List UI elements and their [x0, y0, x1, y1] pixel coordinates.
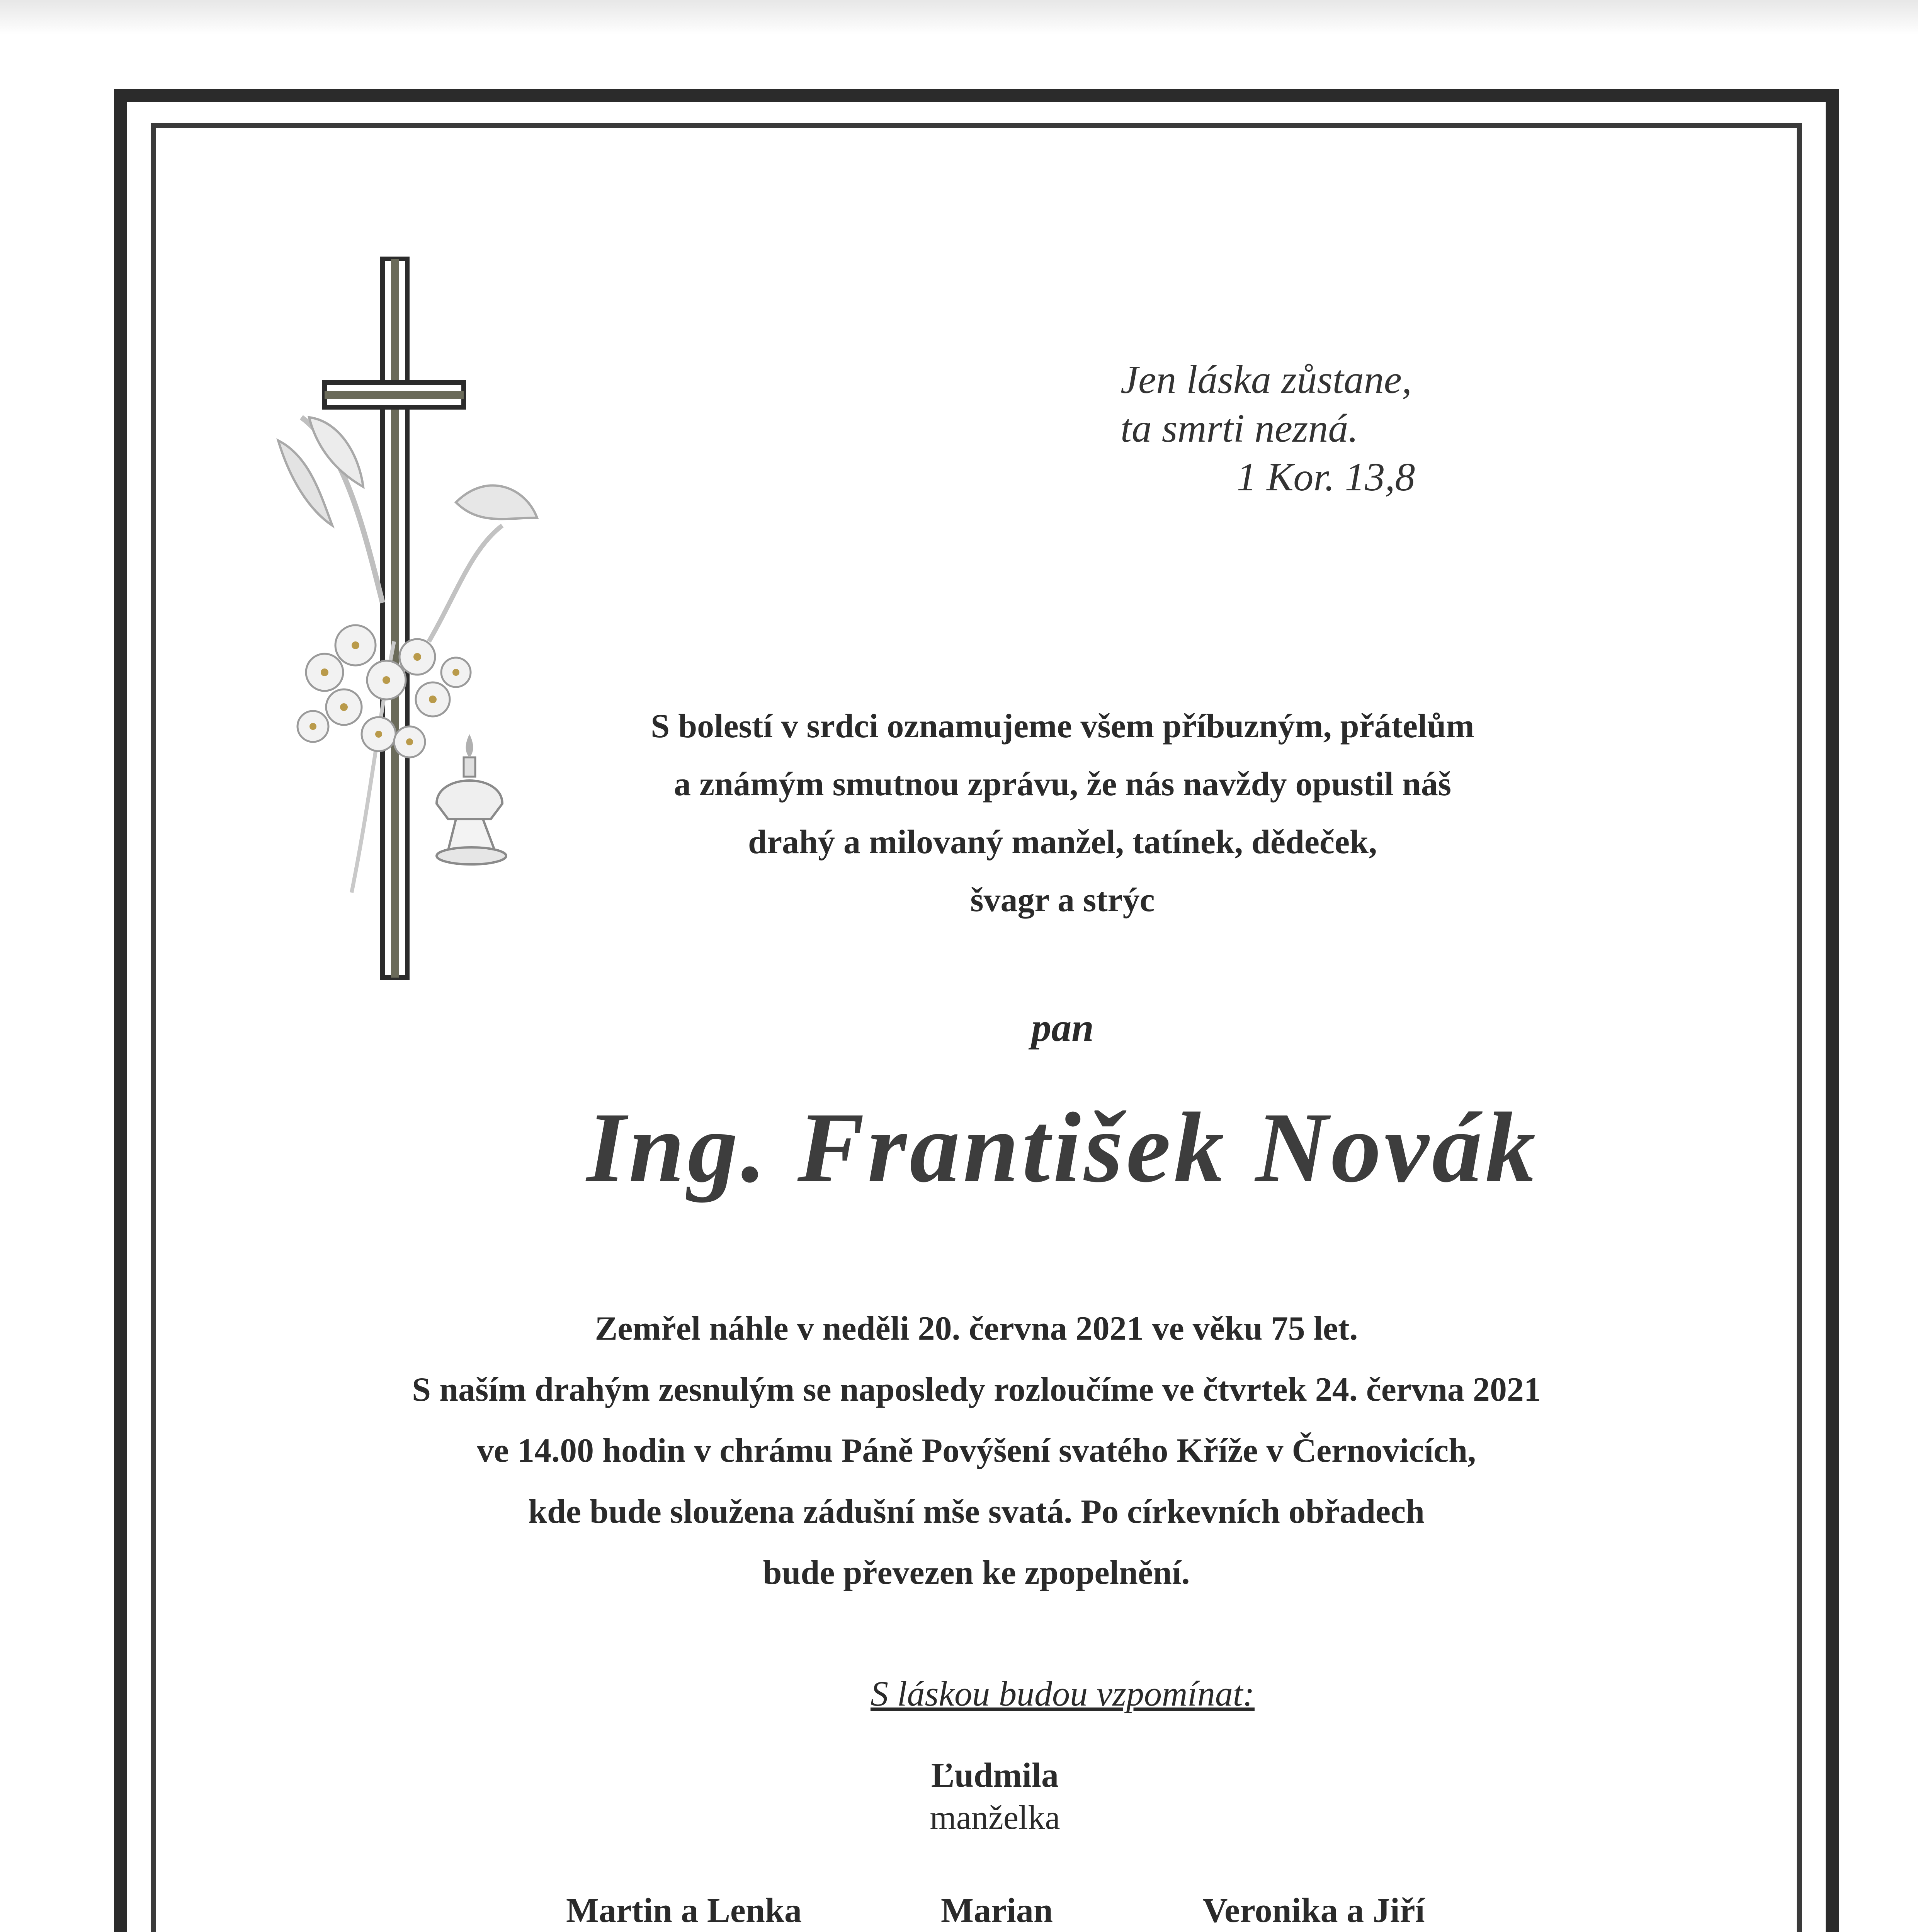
details-line: Zemřel náhle v neděli 20. června 2021 ve věku 75 let. [595, 1310, 1358, 1347]
bible-quote [1121, 355, 1507, 502]
scan-shadow [0, 0, 1918, 35]
salutation: pan [1031, 1005, 1094, 1050]
mourner-name: Martin a Lenka [566, 1891, 802, 1930]
announcement-line: drahý a milovaný manžel, tatínek, dědeček, [748, 823, 1377, 861]
announcement-line: a známým smutnou zprávu, že nás navždy opustil náš [673, 765, 1452, 803]
announcement-line: S bolestí v srdci oznamujeme všem příbuzným, přátelům [651, 707, 1474, 745]
deceased-name: Ing. František Novák [586, 1092, 1539, 1203]
mourner-name: Ľudmila [931, 1756, 1059, 1794]
mourners-heading: S láskou budou vzpomínat: [870, 1674, 1255, 1713]
mourner-name: Marian [941, 1891, 1053, 1930]
mourner-martin [510, 1889, 858, 1932]
mourner-marian [862, 1889, 1132, 1932]
mourner-veronika [1121, 1889, 1507, 1932]
details-line: S naším drahým zesnulým se naposledy rozloučíme ve čtvrtek 24. června 2021 [412, 1371, 1541, 1408]
mourner-name: Veronika a Jiří [1202, 1891, 1425, 1930]
quote-line: ta smrti nezná. [1121, 406, 1359, 451]
details-line: kde bude sloužena zádušní mše svatá. Po církevních obřadech [528, 1493, 1425, 1531]
quote-reference: 1 Kor. 13,8 [1236, 455, 1415, 499]
details-line: ve 14.00 hodin v chrámu Páně Povýšení svatého Kříže v Černovicích, [476, 1432, 1476, 1469]
funeral-details [151, 1298, 1802, 1604]
mourner-wife [802, 1754, 1188, 1839]
quote-line: Jen láska zůstane, [1121, 357, 1412, 402]
announcement-paragraph [502, 697, 1623, 929]
details-line: bude převezen ke zpopelnění. [763, 1554, 1190, 1592]
announcement-line: švagr a strýc [970, 881, 1155, 919]
mourner-relation: manželka [930, 1799, 1060, 1837]
